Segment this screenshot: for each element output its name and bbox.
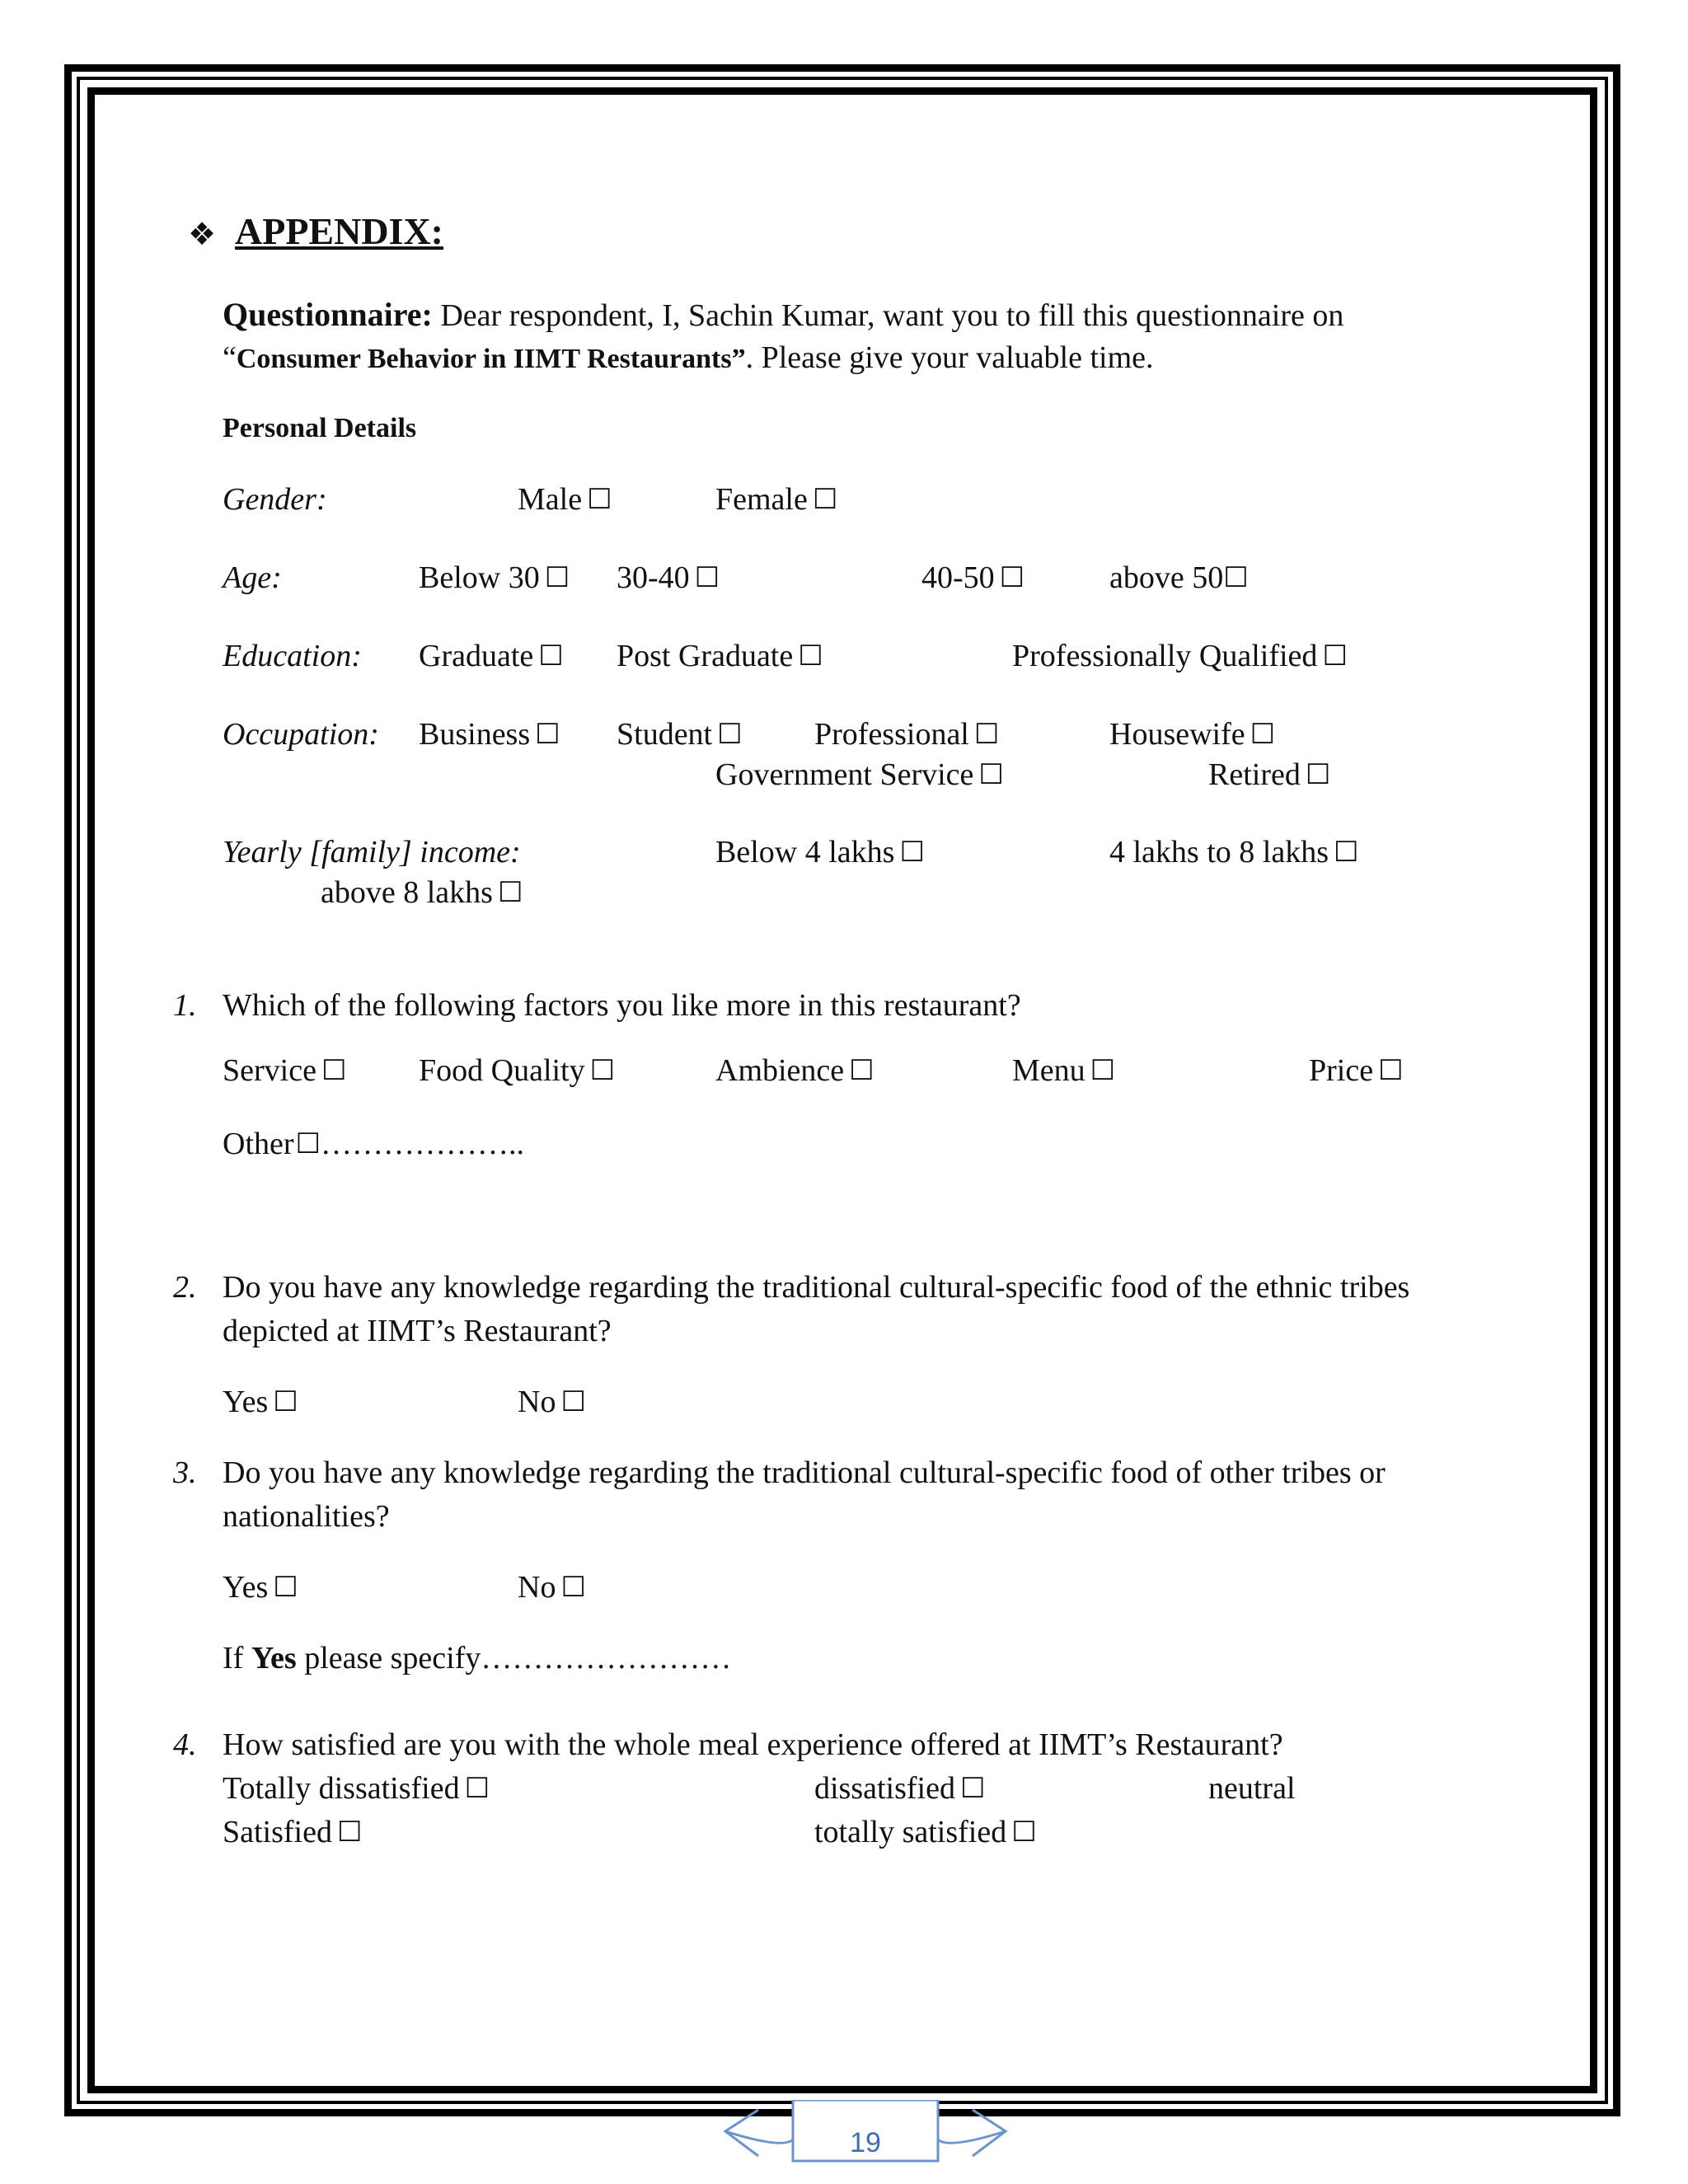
checkbox-icon[interactable]: ☐	[899, 837, 925, 868]
checkbox-icon[interactable]: ☐	[1250, 719, 1276, 750]
checkbox-icon[interactable]: ☐	[560, 1387, 586, 1418]
education-label: Education:	[223, 639, 362, 673]
checkbox-icon[interactable]: ☐	[1378, 1056, 1404, 1086]
questionnaire-label: Questionnaire:	[223, 296, 433, 333]
q1-option-ambience[interactable]: Ambience ☐	[715, 1053, 874, 1088]
q3-number: 3.	[173, 1455, 197, 1490]
checkbox-icon[interactable]: ☐	[560, 1572, 586, 1603]
education-option-graduate[interactable]: Graduate ☐	[419, 639, 564, 673]
education-option-post-graduate[interactable]: Post Graduate ☐	[617, 639, 823, 673]
checkbox-icon[interactable]: ☐	[538, 641, 564, 672]
checkbox-icon[interactable]: ☐	[321, 1056, 347, 1086]
checkbox-icon[interactable]: ☐	[849, 1056, 874, 1086]
checkbox-icon[interactable]: ☐	[497, 878, 523, 908]
appendix-bullet-icon: ❖	[188, 216, 217, 252]
q4-text: How satisfied are you with the whole meal experience offered at IIMT’s Restaurant?	[223, 1727, 1283, 1762]
gender-label: Gender:	[223, 482, 327, 517]
q3-option-yes[interactable]: Yes ☐	[223, 1570, 298, 1605]
age-option-above-50[interactable]: above 50☐	[1109, 560, 1249, 595]
q4-number: 4.	[173, 1727, 197, 1762]
q1-option-food-quality[interactable]: Food Quality ☐	[419, 1053, 616, 1088]
checkbox-icon[interactable]: ☐	[1333, 837, 1359, 868]
checkbox-icon[interactable]: ☐	[973, 719, 1000, 750]
q2-text-line-1: Do you have any knowledge regarding the traditional cultural-specific food of the ethnic tribes	[223, 1270, 1410, 1305]
age-option-below-30[interactable]: Below 30 ☐	[419, 560, 570, 595]
appendix-title: APPENDIX:	[235, 210, 443, 252]
education-option-professionally-qualified[interactable]: Professionally Qualified ☐	[1012, 639, 1348, 673]
gender-option-male[interactable]: Male ☐	[518, 482, 612, 517]
checkbox-icon[interactable]: ☐	[1322, 641, 1348, 672]
income-option-4-to-8-lakhs[interactable]: 4 lakhs to 8 lakhs ☐	[1109, 835, 1359, 869]
checkbox-icon[interactable]: ☐	[295, 1129, 321, 1160]
occupation-option-retired[interactable]: Retired ☐	[1208, 757, 1331, 792]
q4-option-totally-dissatisfied[interactable]: Totally dissatisfied ☐	[223, 1771, 490, 1806]
q1-number: 1.	[173, 988, 197, 1023]
checkbox-icon[interactable]: ☐	[1223, 563, 1249, 593]
checkbox-icon[interactable]: ☐	[812, 485, 838, 515]
q3-text-line-2: nationalities?	[223, 1499, 390, 1534]
gender-option-female[interactable]: Female ☐	[715, 482, 838, 517]
age-option-40-50[interactable]: 40-50 ☐	[921, 560, 1025, 595]
q4-option-neutral[interactable]: neutral	[1208, 1771, 1296, 1806]
occupation-label: Occupation:	[223, 717, 379, 752]
q1-option-menu[interactable]: Menu ☐	[1012, 1053, 1116, 1088]
q2-option-yes[interactable]: Yes ☐	[223, 1385, 298, 1419]
intro-line-1	[223, 294, 1343, 336]
checkbox-icon[interactable]: ☐	[1011, 1817, 1037, 1848]
q3-specify-line: If Yes please specify……………………	[223, 1641, 732, 1675]
intro-text-2: . Please give your valuable time.	[745, 340, 1154, 375]
checkbox-icon[interactable]: ☐	[959, 1774, 986, 1804]
age-label: Age:	[223, 560, 282, 595]
checkbox-icon[interactable]: ☐	[694, 563, 720, 593]
checkbox-icon[interactable]: ☐	[999, 563, 1025, 593]
q1-option-other[interactable]: Other☐………………..	[223, 1127, 525, 1161]
checkbox-icon[interactable]: ☐	[1305, 760, 1331, 790]
checkbox-icon[interactable]: ☐	[544, 563, 570, 593]
intro-line-2	[223, 340, 1154, 377]
intro-topic: Consumer Behavior in IIMT Restaurants”	[236, 344, 746, 374]
occupation-option-student[interactable]: Student ☐	[617, 717, 743, 752]
intro-text-1: Dear respondent, I, Sachin Kumar, want you to fill this questionnaire on	[440, 298, 1344, 333]
checkbox-icon[interactable]: ☐	[587, 485, 612, 515]
q2-number: 2.	[173, 1270, 197, 1305]
q1-option-service[interactable]: Service ☐	[223, 1053, 347, 1088]
intro-quote-open: “	[223, 340, 237, 375]
q1-option-price[interactable]: Price ☐	[1309, 1053, 1404, 1088]
checkbox-icon[interactable]: ☐	[273, 1572, 298, 1603]
income-label: Yearly [family] income:	[223, 835, 521, 869]
checkbox-icon[interactable]: ☐	[464, 1774, 490, 1804]
q2-option-no[interactable]: No ☐	[518, 1385, 586, 1419]
q1-other-dots: ………………..	[321, 1127, 525, 1161]
age-option-30-40[interactable]: 30-40 ☐	[617, 560, 720, 595]
q4-option-totally-satisfied[interactable]: totally satisfied ☐	[814, 1815, 1037, 1849]
checkbox-icon[interactable]: ☐	[798, 641, 823, 672]
checkbox-icon[interactable]: ☐	[589, 1056, 616, 1086]
q4-option-dissatisfied[interactable]: dissatisfied ☐	[814, 1771, 986, 1806]
checkbox-icon[interactable]: ☐	[273, 1387, 298, 1418]
income-option-below-4-lakhs[interactable]: Below 4 lakhs ☐	[715, 835, 925, 869]
q3-option-no[interactable]: No ☐	[518, 1570, 586, 1605]
q3-text-line-1: Do you have any knowledge regarding the traditional cultural-specific food of other tribes or	[223, 1455, 1386, 1490]
q4-option-satisfied[interactable]: Satisfied ☐	[223, 1815, 363, 1849]
checkbox-icon[interactable]: ☐	[535, 719, 560, 750]
occupation-option-business[interactable]: Business ☐	[419, 717, 560, 752]
occupation-option-government-service[interactable]: Government Service ☐	[715, 757, 1004, 792]
personal-details-title: Personal Details	[223, 413, 417, 443]
checkbox-icon[interactable]: ☐	[336, 1817, 363, 1848]
q1-text: Which of the following factors you like more in this restaurant?	[223, 988, 1021, 1023]
checkbox-icon[interactable]: ☐	[1090, 1056, 1116, 1086]
income-option-above-8-lakhs[interactable]: above 8 lakhs ☐	[321, 875, 523, 910]
checkbox-icon[interactable]: ☐	[717, 719, 743, 750]
checkbox-icon[interactable]: ☐	[978, 760, 1004, 790]
q2-text-line-2: depicted at IIMT’s Restaurant?	[223, 1314, 612, 1348]
occupation-option-professional[interactable]: Professional ☐	[814, 717, 1000, 752]
occupation-option-housewife[interactable]: Housewife ☐	[1109, 717, 1276, 752]
page-number: 19	[850, 2127, 881, 2158]
